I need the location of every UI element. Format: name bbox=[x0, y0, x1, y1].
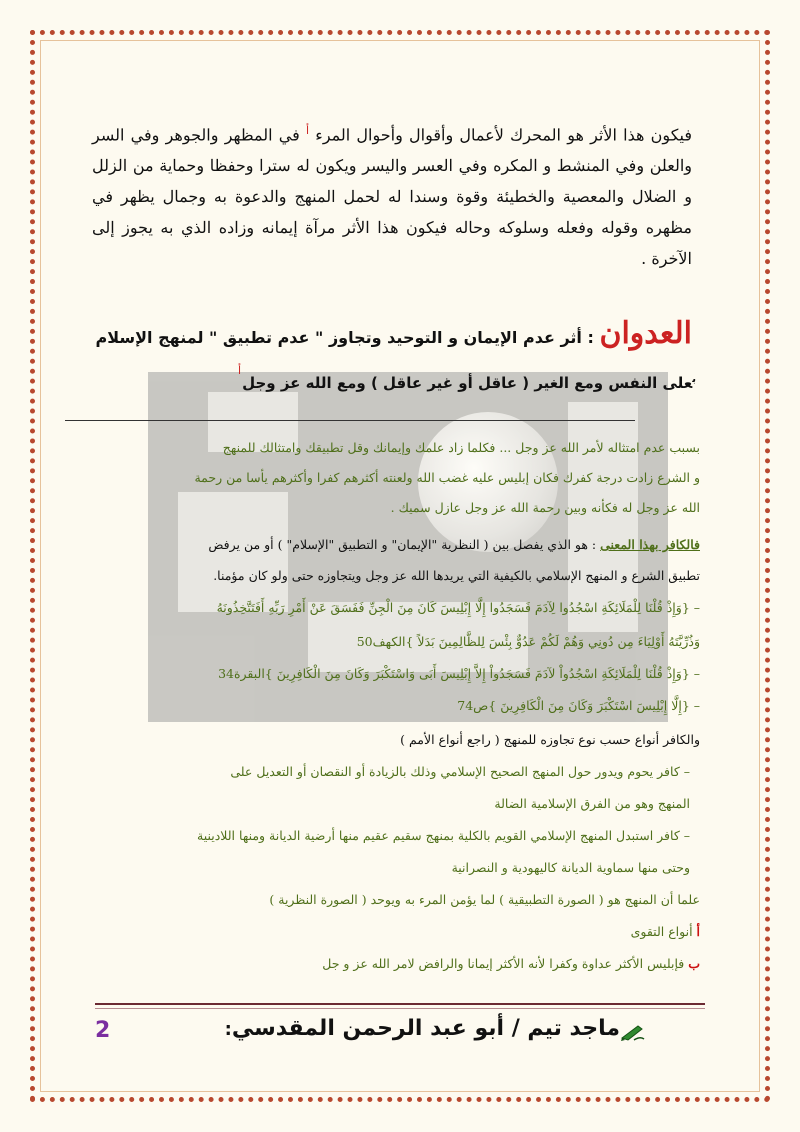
list-item: – كافر استبدل المنهج الإسلامي القويم بالكلية بمنهج سقيم عقيم منها أرضية الديانة ومنها اللادينية bbox=[197, 828, 690, 843]
footnote-a-mark: أ bbox=[696, 924, 700, 939]
quran-verse: – {وَإِذْ قُلْنَا لِلْمَلَائِكَةِ اسْجُدُوا لِآدَمَ فَسَجَدُوا إِلَّا إِبْلِيسَ كَانَ مِنَ الْجِنِّ فَفَسَقَ عَنْ أَمْرِ رَبِّهِ أَفَتَتَّخِذُونَهُ bbox=[216, 600, 700, 615]
body-line: و الشرع زادت درجة كفرك فكان إبليس عليه غضب الله ولعنته أكثرهم كفرا وأكثرهم يأسا من رحمة bbox=[194, 470, 700, 485]
body-line: الله عز وجل له فكأنه وبين رحمة الله عز وجل عازل سميك . bbox=[390, 500, 700, 515]
footnote-a-text: أنواع التقوى bbox=[630, 924, 697, 939]
footnote-a bbox=[631, 924, 700, 939]
body-line: تطبيق الشرع و المنهج الإسلامي بالكيفية التي يريدها الله عز وجل ويتجاوزه حتى ولو كان مؤمنا. bbox=[213, 568, 700, 583]
section-title: العدوان bbox=[599, 316, 692, 351]
footnote-mark-a: أ bbox=[238, 364, 242, 377]
footnote-b-text: فإبليس الأكثر عداوة وكفرا لأنه الأكثر إيمانا والرافض لامر الله عز و جل bbox=[322, 956, 689, 971]
body-line bbox=[208, 537, 700, 552]
footer-divider-thin bbox=[95, 1008, 705, 1009]
body-line: بسبب عدم امتثاله لأمر الله عز وجل ... فكلما زاد علمك وإيمانك وقل تطبيقك وامتثالك للمنهج bbox=[222, 440, 700, 455]
footer-divider bbox=[95, 1003, 705, 1005]
footnote-b bbox=[322, 956, 700, 971]
intro-text-part1: فيكون هذا الأثر هو المحرك لأعمال وأقوال وأحوال المرء bbox=[309, 125, 693, 145]
list-item: – كافر يحوم ويدور حول المنهج الصحيح الإسلامي وذلك بالزيادة أو النقصان أو التعديل على bbox=[230, 764, 690, 779]
section-subtitle: : أثر عدم الإيمان و التوحيد وتجاوز " عدم تطبيق " لمنهج الإسلام bbox=[95, 328, 600, 347]
intro-text-part2: في المظهر والجوهر وفي السر والعلن وفي المنشط و المكره وفي العسر واليسر ويكون له سترا وحفظا وحماية من الزلل و الضلال والمعصية والخطيئة وقوة وسندا له لحمل المنهج والدعوة به وجمال يظهر في مظهره وقوله وفعله وسلوكه وحاله فيكون هذا الأثر مرآة إيمانه وزاده الذي به يجوز إلى الآخرة . bbox=[92, 125, 692, 269]
body-line: والكافر أنواع حسب نوع تجاوزه للمنهج ( راجع أنواع الأمم ) bbox=[400, 732, 700, 747]
list-item: المنهج وهو من الفرق الإسلامية الضالة bbox=[494, 796, 690, 811]
author-name: ماجد تيم / أبو عبد الرحمن المقدسي bbox=[231, 1016, 620, 1041]
quran-verse: – {وَإِذْ قُلْنَا لِلْمَلَائِكَةِ اسْجُدُواْ لآدَمَ فَسَجَدُواْ إِلاَّ إِبْلِيسَ أَبَى وَاسْتَكْبَرَ وَكَانَ مِنَ الْكَافِرِينَ }البقرة34 bbox=[218, 666, 700, 681]
kafir-definition-label: فالكافر بهذا المعنى bbox=[600, 537, 700, 552]
heading-line2-text: على النفس ومع الغير ( عاقل أو غير عاقل ) ومع الله عز وجل bbox=[242, 374, 693, 392]
footnote-mark: أ bbox=[306, 124, 310, 137]
list-item: وحتى منها سماوية الديانة كاليهودية و النصرانية bbox=[451, 860, 690, 875]
author-separator: : bbox=[224, 1019, 232, 1040]
footnote-mark-b: ب bbox=[692, 374, 696, 385]
kafir-definition-text: : هو الذي يفصل بين ( النظرية "الإيمان" و التطبيق "الإسلام" ) أو من يرفض bbox=[208, 537, 601, 552]
footnote-b-mark: ب bbox=[688, 956, 700, 971]
author-signature bbox=[219, 1016, 620, 1041]
page-number: 2 bbox=[95, 1018, 111, 1043]
body-text bbox=[90, 0, 700, 1000]
quran-verse: وَذُرِّيَّتَهُ أَوْلِيَاءَ مِن دُونِي وَهُمْ لَكُمْ عَدُوٌّ بِئْسَ لِلظَّالِمِينَ بَدَلاً }الكهف50 bbox=[356, 634, 700, 649]
quran-verse: – {إِلَّا إِبْلِيسَ اسْتَكْبَرَ وَكَانَ مِنَ الْكَافِرِينَ }ص74 bbox=[457, 698, 700, 713]
writing-hand-icon bbox=[620, 1022, 646, 1042]
body-line: علما أن المنهج هو ( الصورة التطبيقية ) لما يؤمن المرء به ويوحد ( الصورة النظرية ) bbox=[269, 892, 700, 907]
